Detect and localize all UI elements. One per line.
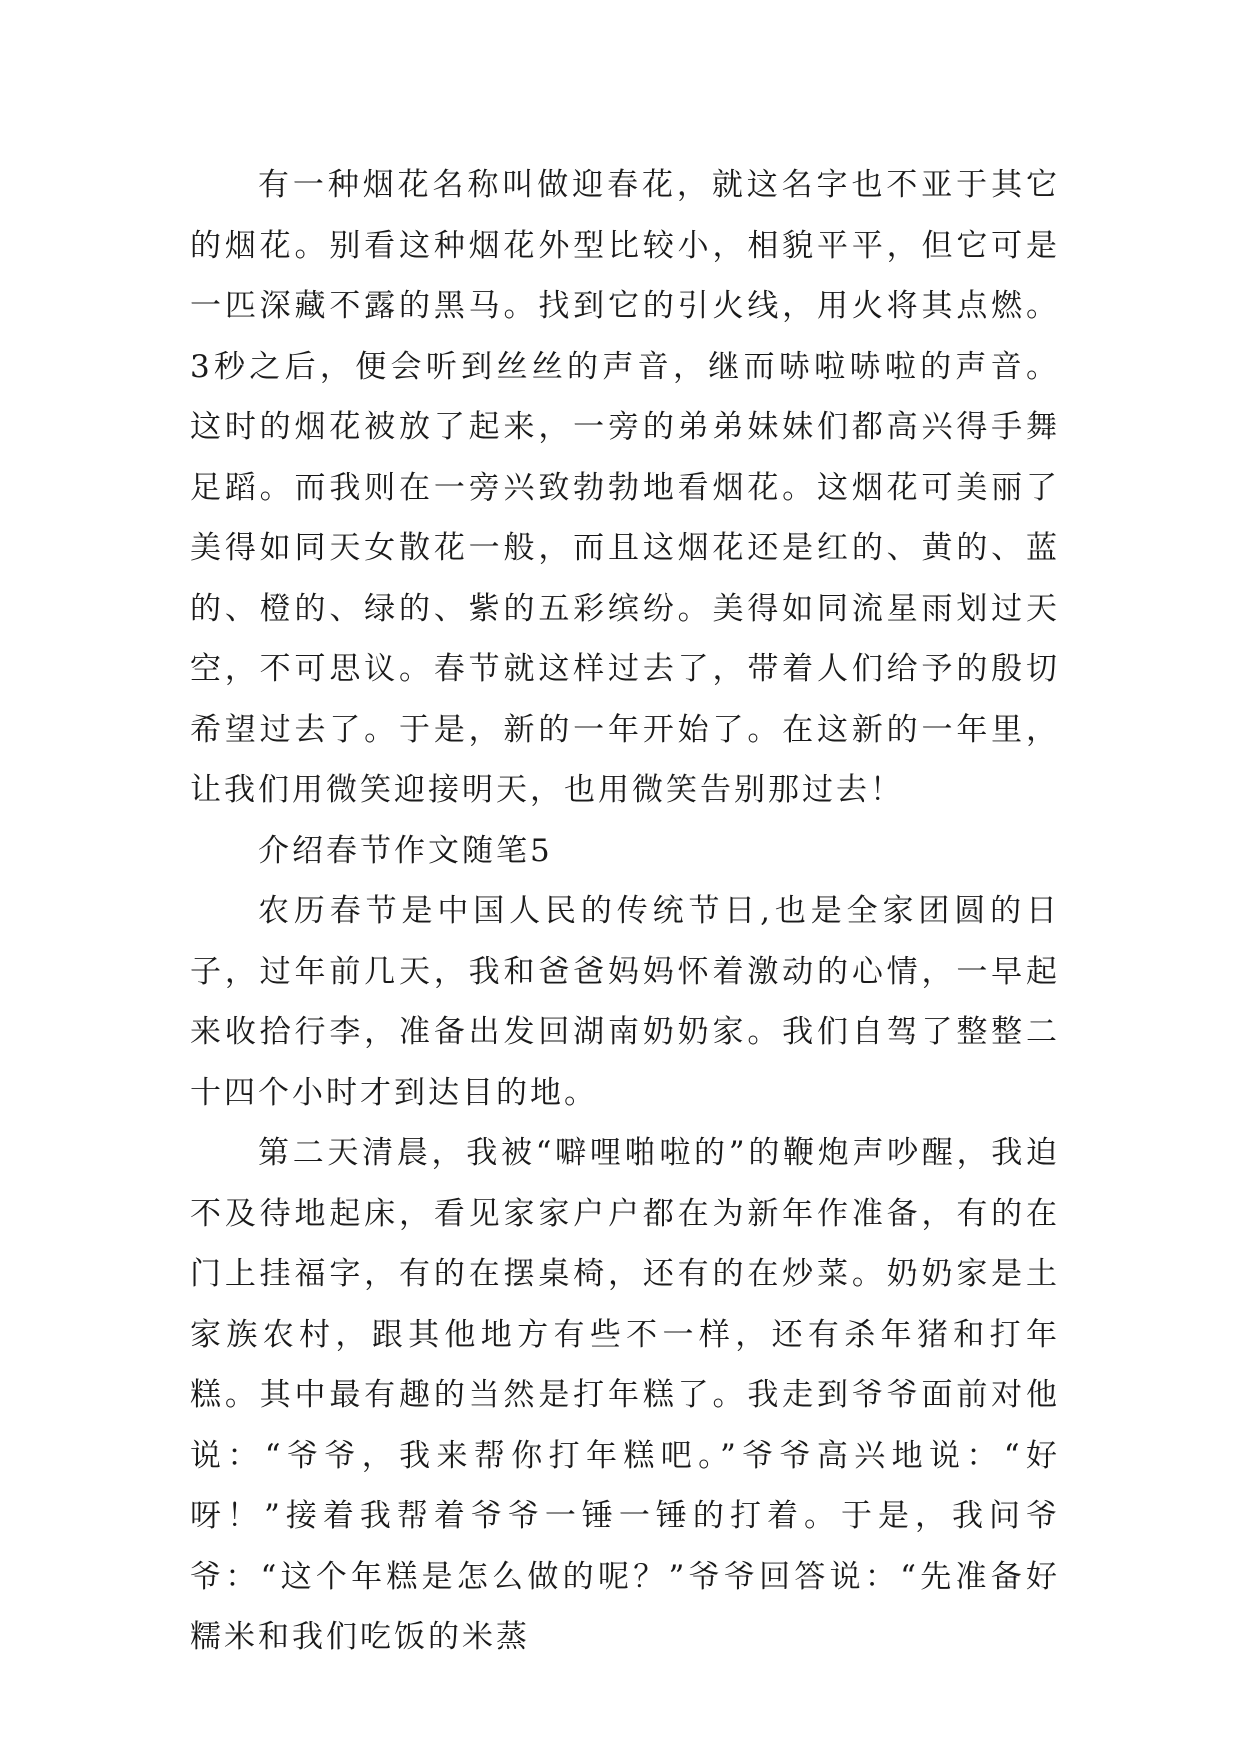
paragraph-second-day: 第二天清晨，我被“噼哩啪啦的”的鞭炮声吵醒，我迫不及待地起床，看见家家户户都在为新年作准备，有的在门上挂福字，有的在摆桌椅，还有的在炒菜。奶奶家是土家族农村，跟其他地方有些不一样，还有杀年猪和打年糕。其中最有趣的当然是打年糕了。我走到爷爷面前对他说：“爷爷，我来帮你打年糕吧。”爷爷高兴地说：“好呀！”接着我帮着爷爷一锤一锤的打着。于是，我问爷爷：“这个年糕是怎么做的呢？”爷爷回答说：“先准备好糯米和我们吃饭的米蒸 [190,1135,1060,1655]
paragraph-spring-festival: 农历春节是中国人民的传统节日,也是全家团圆的日子，过年前几天，我和爸爸妈妈怀着激动的心情，一早起来收拾行李，准备出发回湖南奶奶家。我们自驾了整整二十四个小时才到达目的地。 [190,893,1060,1111]
paragraph-fireworks: 有一种烟花名称叫做迎春花，就这名字也不亚于其它的烟花。别看这种烟花外型比较小，相貌平平，但它可是一匹深藏不露的黑马。找到它的引火线，用火将其点燃。3秒之后，便会听到丝丝的声音，继而哧啦哧啦的声音。这时的烟花被放了起来，一旁的弟弟妹妹们都高兴得手舞足蹈。而我则在一旁兴致勃勃地看烟花。这烟花可美丽了美得如同天女散花一般，而且这烟花还是红的、黄的、蓝的、橙的、绿的、紫的五彩缤纷。美得如同流星雨划过天空，不可思议。春节就这样过去了，带着人们给予的殷切希望过去了。于是，新的一年开始了。在这新的一年里，让我们用微笑迎接明天，也用微笑告别那过去！ [190,167,1060,808]
document-body [190,155,1060,1668]
section-heading: 介绍春节作文随笔5 [258,832,553,869]
